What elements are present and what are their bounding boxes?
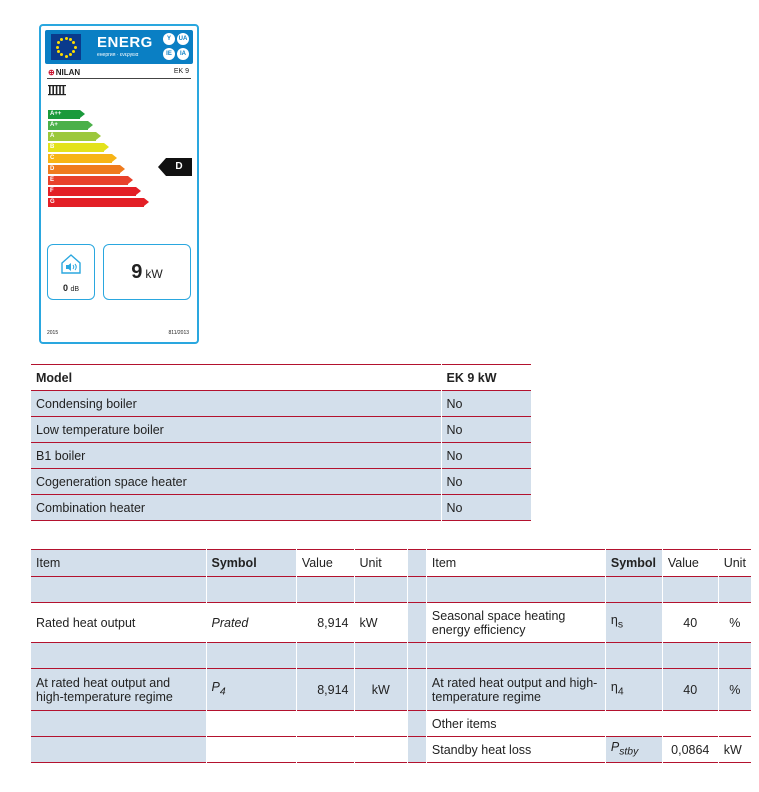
model-header-value: EK 9 kW [441, 365, 531, 391]
eu-star-icon [65, 55, 68, 58]
eu-star-icon [72, 41, 75, 44]
eta4-unit: % [718, 669, 751, 711]
eu-flag-icon [51, 34, 81, 60]
label-year: 2015 [47, 330, 59, 336]
label-model-code: EK 9 [173, 68, 189, 75]
row-label: Condensing boiler [36, 396, 137, 411]
radiator-icon [48, 84, 66, 96]
table-row [31, 469, 531, 495]
eu-star-icon [57, 41, 60, 44]
energy-word: ENERG [97, 34, 153, 51]
eu-star-icon [69, 53, 72, 56]
eta4-label: At rated heat output and high-temperature regime [426, 669, 605, 711]
power-unit: kW [145, 267, 163, 281]
lang-code: Y [163, 33, 175, 45]
noise-box [47, 244, 95, 300]
row-label: Combination heater [36, 500, 146, 515]
efficiency-class-bar: A+ [48, 121, 88, 130]
energy-label-header-band [45, 30, 193, 64]
brand-name: NILAN [55, 68, 81, 77]
rated-heat-output-value: 8,914 [296, 603, 354, 643]
row-value: No [441, 495, 531, 521]
noise-number: 0 [62, 283, 68, 293]
eu-star-icon [72, 50, 75, 53]
row-label: Cogeneration space heater [36, 474, 187, 489]
eu-star-icon [74, 46, 77, 49]
efficiency-class-bar: G [48, 198, 144, 207]
p4-value: 8,914 [296, 669, 354, 711]
power-box [103, 244, 191, 300]
p4-symbol: $P_4$ [206, 669, 296, 711]
table-row [31, 711, 751, 737]
power-value: 9 [131, 261, 143, 283]
energy-subtitle: енергия · ενεργεια [97, 52, 139, 58]
table-row [31, 669, 751, 711]
efficiency-class-bar: A++ [48, 110, 80, 119]
table-row [31, 443, 531, 469]
lang-code: UA [177, 33, 189, 45]
col-header-item: Item [31, 550, 206, 577]
model-header-label: Model [36, 370, 73, 385]
table-header-row [31, 550, 751, 577]
eu-star-icon [56, 46, 59, 49]
table-row [31, 603, 751, 643]
standby-heat-loss-unit: kW [718, 737, 751, 763]
blank-row [31, 577, 751, 603]
p4-label: At rated heat output and high-temperature regime [31, 669, 206, 711]
table-row [31, 417, 531, 443]
table-row [31, 737, 751, 763]
col-header-unit: Unit [354, 550, 408, 577]
efficiency-class-bar: D [48, 165, 120, 174]
eu-star-icon [60, 38, 63, 41]
eu-star-icon [57, 50, 60, 53]
rated-heat-output-unit: kW [354, 603, 408, 643]
other-items-label: Other items [426, 711, 605, 737]
row-value: No [441, 469, 531, 495]
eta4-symbol: $\eta_4$ [605, 669, 662, 711]
seasonal-efficiency-unit: % [718, 603, 751, 643]
col-header-symbol-2: Symbol [605, 550, 662, 577]
col-header-value-2: Value [662, 550, 718, 577]
rated-heat-output-symbol: Prated [206, 603, 296, 643]
rated-heat-output-label: Rated heat output [36, 615, 136, 630]
standby-heat-loss-value: 0,0864 [662, 737, 718, 763]
efficiency-class-bar: B [48, 143, 104, 152]
row-label: B1 boiler [36, 448, 86, 463]
label-regulation: 811/2013 [168, 330, 189, 336]
lang-code: IA [177, 48, 189, 60]
standby-heat-loss-label: Standby heat loss [426, 737, 605, 763]
p4-unit: kW [354, 669, 408, 711]
col-header-value: Value [296, 550, 354, 577]
table-row [31, 495, 531, 521]
row-value: No [441, 391, 531, 417]
sound-house-icon [60, 253, 82, 275]
seasonal-efficiency-symbol: $\eta_s$ [605, 603, 662, 643]
col-header-symbol: Symbol [206, 550, 296, 577]
standby-heat-loss-symbol: $P_{stby}$ [605, 737, 662, 763]
table-header-row [31, 365, 531, 391]
table-row [31, 391, 531, 417]
eu-star-icon [69, 38, 72, 41]
brand-logo [48, 68, 80, 77]
blank-row [31, 643, 751, 669]
lang-code: IE [163, 48, 175, 60]
noise-unit: dB [70, 286, 80, 293]
boiler-type-table [31, 364, 531, 521]
seasonal-efficiency-label: Seasonal space heating energy efficiency [426, 603, 605, 643]
nilan-logo-icon: ⊕ [48, 68, 55, 77]
eta4-value: 40 [662, 669, 718, 711]
efficiency-class-bar: E [48, 176, 128, 185]
col-header-unit-2: Unit [718, 550, 751, 577]
col-header-item-2: Item [426, 550, 605, 577]
seasonal-efficiency-value: 40 [662, 603, 718, 643]
energy-label [39, 24, 199, 344]
efficiency-class-bar: F [48, 187, 136, 196]
eu-star-icon [60, 53, 63, 56]
label-divider [47, 78, 191, 79]
efficiency-class-bar: A [48, 132, 96, 141]
rating-marker: D [166, 158, 192, 176]
noise-level [48, 283, 94, 293]
technical-parameters-table [31, 549, 751, 763]
row-value: No [441, 443, 531, 469]
eu-star-icon [65, 37, 68, 40]
row-label: Low temperature boiler [36, 422, 164, 437]
spacer-cell [408, 550, 427, 577]
efficiency-class-bar: C [48, 154, 112, 163]
row-value: No [441, 417, 531, 443]
